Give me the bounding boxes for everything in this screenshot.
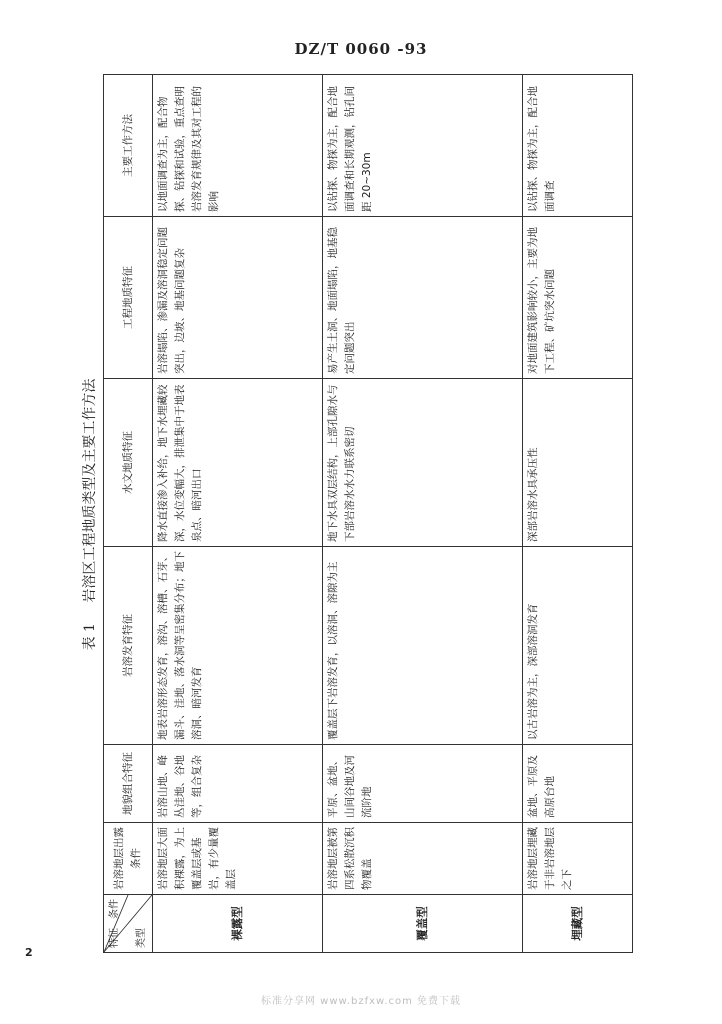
- cell-engineering: 易产生土洞、地面塌陷，地基稳定问题突出: [323, 217, 523, 379]
- page-number: 2: [25, 946, 33, 959]
- table-title: [79, 62, 99, 967]
- cell-development: 以古岩溶为主，深部溶洞发育: [523, 547, 633, 745]
- cell-exposure: 岩溶地层大面积裸露，为上覆盖层或基岩，有少量覆盖层: [153, 823, 323, 895]
- column-header-landform: 地貌组合特征: [104, 745, 153, 823]
- cell-methods: 以地面调查为主，配合物探、钻探和试验，重点查明岩溶发育规律及其对工程的影响: [153, 75, 323, 217]
- cell-exposure: 岩溶地层被第四系松散沉积物覆盖: [323, 823, 523, 895]
- table-row: [153, 75, 323, 953]
- cell-landform: 盆地、平原及高原台地: [523, 745, 633, 823]
- cell-development: 地表岩溶形态发育，溶沟、溶槽、石芽、漏斗、洼地、落水洞等呈密集分布；地下溶洞、暗河发育: [153, 547, 323, 745]
- table-row: [523, 75, 633, 953]
- rotated-table-block: [75, 62, 637, 967]
- column-header-exposure: 岩溶地层出露条件: [104, 823, 153, 895]
- row-type-label: 覆盖型: [323, 895, 523, 953]
- cell-methods: 以钻探、物探为主，配合地面调查: [523, 75, 633, 217]
- row-type-label: 埋藏型: [523, 895, 633, 953]
- row-type-label: 裸露型: [153, 895, 323, 953]
- table-number: 表 1: [82, 623, 98, 651]
- column-header-development: 岩溶发育特征: [104, 547, 153, 745]
- cell-landform: 岩溶山地、峰丛洼地、谷地等，组合复杂: [153, 745, 323, 823]
- table-title-text: 岩溶区工程地质类型及主要工作方法: [82, 378, 98, 603]
- table-header-row: [104, 75, 153, 953]
- column-header-hydro: 水文地质特征: [104, 379, 153, 547]
- cell-hydro: 地下水具双层结构，上部孔隙水与下部岩溶水水力联系密切: [323, 379, 523, 547]
- standard-code: DZ/T 0060 -93: [294, 40, 428, 58]
- corner-label-conditions: 条件: [109, 899, 120, 919]
- cell-landform: 平原、盆地、山间谷地及河流阶地: [323, 745, 523, 823]
- footer-watermark: 标准分享网 www.bzfxw.com 免费下载: [261, 996, 461, 1007]
- cell-engineering: 岩溶塌陷、渗漏及溶洞稳定问题突出，边坡、地基问题复杂: [153, 217, 323, 379]
- column-header-methods: 主要工作方法: [104, 75, 153, 217]
- corner-label-types: 类型: [136, 928, 147, 948]
- karst-types-table: [103, 74, 633, 953]
- table-row: [323, 75, 523, 953]
- diagonal-corner-cell: [104, 895, 153, 953]
- cell-hydro: 降水直接渗入补给，地下水埋藏较深，水位变幅大，排泄集中于地表泉点、暗河出口: [153, 379, 323, 547]
- cell-methods: 以钻探、物探为主，配合地面调查和长期观测，钻孔间距 20~30m: [323, 75, 523, 217]
- corner-label-features: 特征: [109, 928, 120, 948]
- column-header-engineering: 工程地质特征: [104, 217, 153, 379]
- cell-hydro: 深部岩溶水具承压性: [523, 379, 633, 547]
- cell-exposure: 岩溶地层埋藏于非岩溶地层之下: [523, 823, 633, 895]
- cell-engineering: 对地面建筑影响较小，主要为地下工程、矿坑突水问题: [523, 217, 633, 379]
- cell-development: 覆盖层下岩溶发育，以溶洞、溶隙为主: [323, 547, 523, 745]
